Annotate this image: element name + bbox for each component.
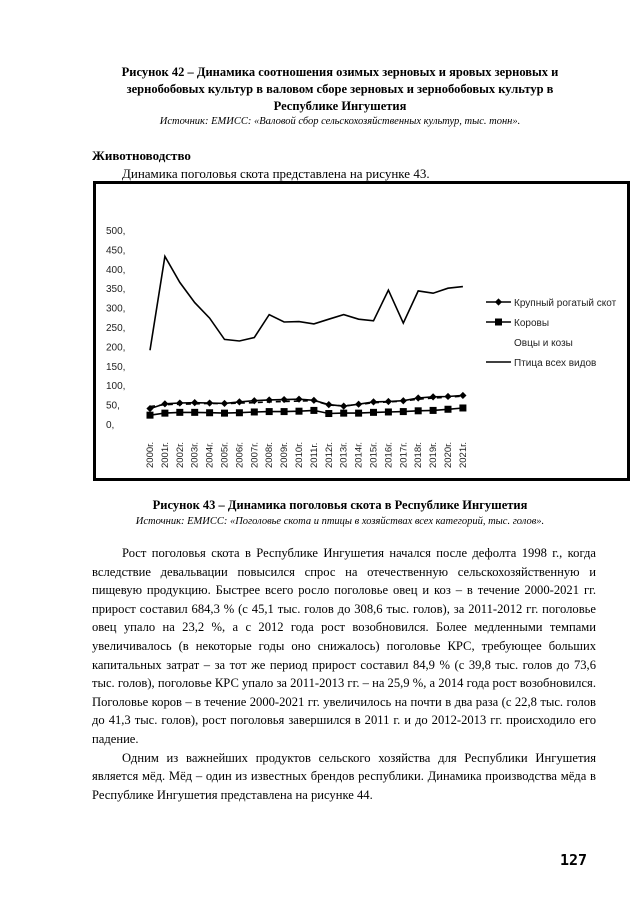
series-markers [146,392,466,419]
x-tick-label: 2010г. [294,441,305,468]
series-0-point [325,401,332,408]
y-tick-label: 150, [106,361,126,373]
series-0-point [415,394,422,401]
series-1-point [445,406,452,413]
body-text [92,544,596,804]
y-tick-label: 450, [106,245,126,257]
x-tick-label: 2009г. [279,441,291,468]
series-1-point [370,409,377,416]
chart-legend [486,298,617,369]
x-tick-label: 2019г. [428,441,440,468]
series-1-point [415,407,422,414]
x-tick-label: 2005г. [219,441,231,468]
x-tick-label: 2001г. [159,441,171,468]
x-tick-label: 2020г. [443,441,454,468]
legend-label: Коровы [514,318,550,329]
series-line-3 [150,256,463,350]
series-0-point [161,400,168,407]
series-1-point [340,410,347,417]
series-0-point [355,401,362,408]
x-tick-label: 2021г. [457,441,469,468]
livestock-chart [93,181,630,481]
series-1-point [221,410,228,417]
series-1-point [251,408,258,415]
x-tick-label: 2006г. [234,441,246,468]
chart-svg [96,184,627,478]
figure-43-source: Источник: ЕМИСС: «Поголовье скота и птицы в хозяйствах всех категорий, тыс. голов». [135,516,545,527]
y-tick-label: 400, [106,264,126,276]
y-tick-label: 250, [106,323,126,334]
x-tick-label: 2000г. [145,441,156,468]
x-tick-label: 2016г. [383,441,395,468]
figure-43-caption: Рисунок 43 – Динамика поголовья скота в Республике Ингушетия [152,498,528,512]
section-intro: Динамика поголовья скота представлена на рисунке 43. [122,166,430,181]
series-1-point [147,412,154,419]
x-tick-label: 2017г. [398,441,410,468]
legend-marker [495,298,502,305]
series-0-point [370,398,377,405]
series-1-point [281,408,288,415]
x-tick-label: 2004г. [204,441,216,468]
series-0-point [444,393,451,400]
series-0-point [191,399,198,406]
series-1-point [400,408,407,415]
series-1-point [236,409,243,416]
x-tick-label: 2007г. [249,441,261,468]
legend-label: Крупный рогатый скот [514,298,617,309]
series-0-point [340,403,347,410]
series-0-point [430,393,437,400]
paragraph: Рост поголовья скота в Республике Ингушетия начался после дефолта 1998 г., когда вследствие девальвации повысился спрос на отечественную сельскохозяйственную и пищевую продукцию. Быстрее всего росло поголовье овец и коз – в течение 2000-2021 гг. прирост составил 684,3 % (с 45,1 тыс. голов до 308,6 тыс. голов), за 2011-2012 гг. поголовье овец упало на 23,2 %, а с 2012 года рост возобновился. Более медленными темпами увеличивалось (в некоторые годы оно снижалось) поголовье КРС, требующее больших капитальных затрат – за тот же период прирост составил 84,9 % (с 39,8 тыс. голов до 73,6 тыс. голов), поголовье КРС упало за 2011-2013 гг. – на 25,9 %, а 2014 года рост возобновился. Поголовье коров – в течение 2000-2021 гг. увеличилось на почти в два раза (с 22,8 тыс. голов до 41,3 тыс. голов), рост поголовья завершился в 2011 г. и до 2012-2013 гг. происходило его падение. [92,546,596,746]
x-tick-label: 2012г. [323,441,335,468]
paragraph: Одним из важнейших продуктов сельского хозяйства для Республики Ингушетия является мёд. Мёд – один из известных брендов республики. Динамика производства мёда в Республике Ингушетия представлена на рисунке 44. [92,750,596,802]
y-tick-label: 300, [106,303,126,315]
series-0-point [221,400,228,407]
series-1-point [266,408,273,415]
y-tick-label: 200, [106,342,126,354]
series-lines [150,256,463,415]
series-0-point [310,397,317,404]
legend-label: Овцы и козы [514,338,573,349]
figure-42-source: Источник: ЕМИСС: «Валовой сбор сельскохозяйственных культур, тыс. тонн». [159,116,521,127]
y-tick-label: 500, [106,226,126,237]
section-heading: Животноводство [92,148,191,163]
series-0-point [206,399,213,406]
figure-42-caption: Рисунок 42 – Динамика соотношения озимых зерновых и яровых зерновых и зернобобовых культур в валовом сборе зерновых и зернобобовых культур в Республике Ингушетия [121,65,559,113]
series-1-point [310,407,317,414]
x-tick-label: 2013г. [338,441,350,468]
x-tick-label: 2011г. [308,442,320,468]
legend-label: Птица всех видов [514,358,597,369]
series-0-point [385,398,392,405]
y-axis-ticks [106,226,125,431]
series-1-point [176,409,183,416]
series-0-point [459,392,466,399]
y-tick-label: 100, [106,381,126,393]
series-1-point [430,407,437,414]
series-1-point [191,409,198,416]
x-tick-label: 2018г. [413,441,425,468]
page-number: 127 [560,851,588,869]
x-tick-label: 2003г. [189,441,201,468]
series-0-point [400,397,407,404]
series-1-point [459,404,466,411]
series-0-point [236,398,243,405]
series-1-point [296,408,303,415]
x-axis-ticks [145,442,469,468]
legend-marker [495,319,502,326]
series-1-point [325,410,332,417]
series-1-point [385,408,392,415]
series-0-point [176,399,183,406]
y-tick-label: 50, [106,400,120,412]
x-tick-label: 2014г. [353,441,365,468]
y-tick-label: 350, [106,284,126,296]
series-1-point [161,410,168,417]
series-1-point [206,409,213,416]
y-tick-label: 0, [106,420,115,431]
x-tick-label: 2002г. [174,441,186,468]
series-1-point [355,410,362,417]
x-tick-label: 2008г. [264,441,276,468]
x-tick-label: 2015г. [368,441,380,468]
